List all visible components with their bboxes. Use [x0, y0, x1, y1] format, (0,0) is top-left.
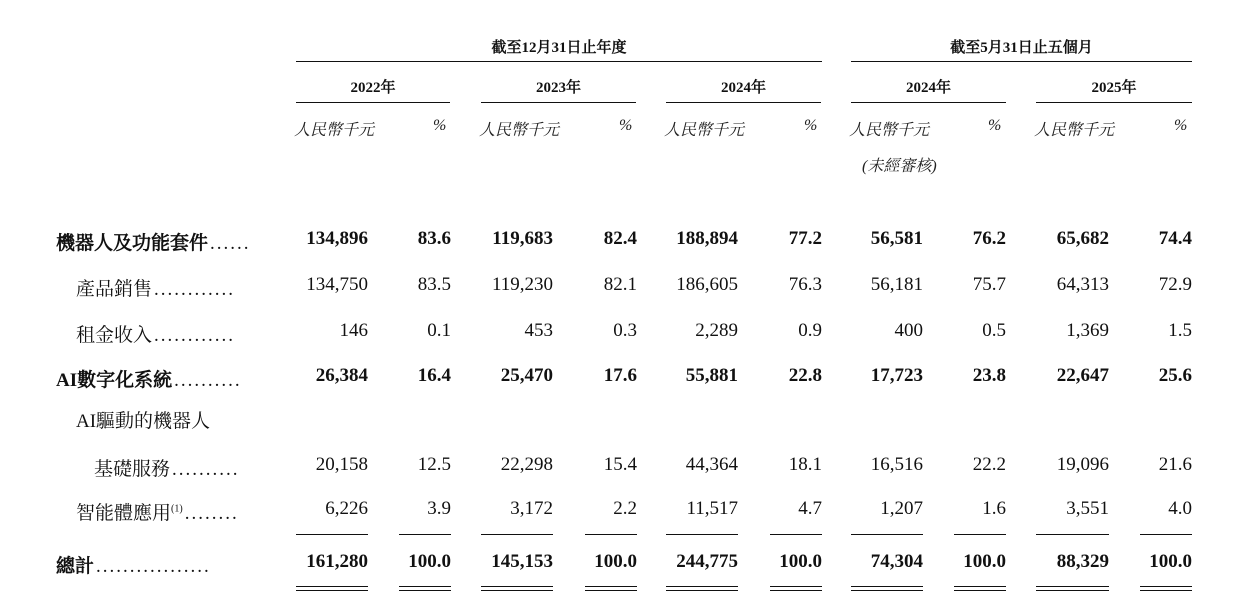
- unit-percent: %: [988, 117, 1002, 134]
- percent-cell: 2.2: [613, 498, 637, 519]
- total-double-underline: [585, 586, 637, 591]
- amount-cell: 16,516: [870, 454, 923, 475]
- leader-dots: ..........: [172, 459, 240, 480]
- percent-cell: 0.5: [982, 320, 1006, 341]
- row-label: [76, 274, 235, 301]
- amount-cell: 88,329: [1056, 551, 1109, 572]
- subtotal-underline: [666, 534, 738, 535]
- percent-cell: 0.9: [798, 320, 822, 341]
- percent-cell: 22.2: [972, 454, 1006, 475]
- percent-cell: 75.7: [972, 274, 1006, 295]
- amount-cell: 119,230: [491, 274, 553, 295]
- amount-cell: 11,517: [686, 498, 738, 519]
- percent-cell: 12.5: [417, 454, 451, 475]
- year-header-rule: [851, 102, 1006, 103]
- percent-cell: 0.3: [613, 320, 637, 341]
- unaudited-note: (未經審核): [862, 158, 937, 175]
- footnote-marker: (1): [171, 503, 183, 515]
- row-label: [76, 320, 235, 347]
- unit-percent: %: [619, 117, 633, 134]
- year-header-rule: [481, 102, 636, 103]
- amount-cell: 25,470: [500, 365, 553, 386]
- amount-cell: 6,226: [325, 498, 368, 519]
- percent-cell: 15.4: [603, 454, 637, 475]
- total-double-underline: [666, 586, 738, 591]
- total-double-underline: [481, 586, 553, 591]
- row-label: [56, 551, 211, 578]
- percent-cell: 100.0: [963, 551, 1006, 572]
- total-double-underline: [954, 586, 1006, 591]
- percent-cell: 17.6: [603, 365, 637, 386]
- row-label-text: 智能體應用: [76, 503, 172, 524]
- year-header-rule: [296, 102, 450, 103]
- amount-cell: 56,181: [870, 274, 923, 295]
- amount-cell: 17,723: [870, 365, 923, 386]
- amount-cell: 26,384: [315, 365, 368, 386]
- amount-cell: 3,551: [1066, 498, 1109, 519]
- amount-cell: 2,289: [695, 320, 738, 341]
- percent-cell: 100.0: [408, 551, 451, 572]
- row-label-text: AI驅動的機器人: [76, 411, 211, 432]
- unit-amount: 人民幣千元: [849, 122, 930, 139]
- total-double-underline: [1036, 586, 1109, 591]
- amount-cell: 56,581: [870, 228, 923, 249]
- percent-cell: 25.6: [1158, 365, 1192, 386]
- percent-cell: 1.6: [982, 498, 1006, 519]
- amount-cell: 453: [524, 320, 553, 341]
- amount-cell: 22,298: [500, 454, 553, 475]
- leader-dots: ............: [154, 279, 236, 300]
- percent-cell: 74.4: [1158, 228, 1192, 249]
- header-rule: [851, 61, 1192, 62]
- row-label-text: 總計: [56, 556, 95, 577]
- row-label: [94, 454, 240, 481]
- year-header: 2024年: [720, 80, 766, 96]
- amount-cell: 3,172: [510, 498, 553, 519]
- amount-cell: 20,158: [315, 454, 368, 475]
- subtotal-underline: [296, 534, 368, 535]
- total-double-underline: [296, 586, 368, 591]
- year-header: 2024年: [905, 80, 951, 96]
- percent-cell: 72.9: [1158, 274, 1192, 295]
- percent-cell: 100.0: [594, 551, 637, 572]
- percent-cell: 83.6: [417, 228, 451, 249]
- amount-cell: 186,605: [676, 274, 738, 295]
- row-label-text: 產品銷售: [76, 279, 153, 300]
- amount-cell: 1,369: [1066, 320, 1109, 341]
- year-header-rule: [1036, 102, 1192, 103]
- leader-dots: ......: [210, 233, 251, 254]
- unit-amount: 人民幣千元: [664, 122, 745, 139]
- year-header: 2025年: [1091, 80, 1137, 96]
- unit-amount: 人民幣千元: [294, 122, 375, 139]
- percent-cell: 83.5: [417, 274, 451, 295]
- row-label-text: 租金收入: [76, 325, 153, 346]
- amount-cell: 22,647: [1056, 365, 1109, 386]
- amount-cell: 19,096: [1056, 454, 1109, 475]
- total-double-underline: [770, 586, 822, 591]
- unit-amount: 人民幣千元: [1034, 122, 1115, 139]
- leader-dots: .................: [96, 556, 211, 577]
- amount-cell: 400: [894, 320, 923, 341]
- percent-cell: 4.0: [1168, 498, 1192, 519]
- year-header: 2023年: [535, 80, 581, 96]
- header-group-year-ended: 截至12月31日止年度: [491, 40, 627, 56]
- amount-cell: 134,896: [306, 228, 368, 249]
- row-label-text: 機器人及功能套件: [56, 233, 209, 254]
- percent-cell: 18.1: [788, 454, 822, 475]
- row-label-text: 基礎服務: [94, 459, 171, 480]
- subtotal-underline: [481, 534, 553, 535]
- total-double-underline: [1140, 586, 1192, 591]
- subtotal-underline: [851, 534, 923, 535]
- percent-cell: 76.2: [972, 228, 1006, 249]
- amount-cell: 161,280: [306, 551, 368, 572]
- subtotal-underline: [1140, 534, 1192, 535]
- header-group-five-months: 截至5月31日止五個月: [950, 40, 1093, 56]
- amount-cell: 188,894: [676, 228, 738, 249]
- unit-amount: 人民幣千元: [479, 122, 560, 139]
- percent-cell: 77.2: [788, 228, 822, 249]
- amount-cell: 44,364: [685, 454, 738, 475]
- percent-cell: 100.0: [1149, 551, 1192, 572]
- unit-percent: %: [804, 117, 818, 134]
- row-label: [56, 365, 242, 392]
- amount-cell: 65,682: [1056, 228, 1109, 249]
- leader-dots: ........: [184, 503, 239, 524]
- amount-cell: 74,304: [870, 551, 923, 572]
- amount-cell: 134,750: [306, 274, 368, 295]
- year-header-rule: [666, 102, 821, 103]
- percent-cell: 100.0: [779, 551, 822, 572]
- year-header: 2022年: [350, 80, 396, 96]
- amount-cell: 1,207: [880, 498, 923, 519]
- total-double-underline: [399, 586, 451, 591]
- percent-cell: 21.6: [1158, 454, 1192, 475]
- percent-cell: 16.4: [417, 365, 451, 386]
- percent-cell: 3.9: [427, 498, 451, 519]
- amount-cell: 55,881: [685, 365, 738, 386]
- percent-cell: 82.4: [603, 228, 637, 249]
- subtotal-underline: [585, 534, 637, 535]
- leader-dots: ............: [154, 325, 236, 346]
- amount-cell: 64,313: [1056, 274, 1109, 295]
- amount-cell: 244,775: [676, 551, 738, 572]
- header-rule: [296, 61, 822, 62]
- subtotal-underline: [1036, 534, 1109, 535]
- total-double-underline: [851, 586, 923, 591]
- percent-cell: 82.1: [603, 274, 637, 295]
- amount-cell: 146: [339, 320, 368, 341]
- percent-cell: 22.8: [788, 365, 822, 386]
- row-label: [76, 498, 239, 525]
- percent-cell: 76.3: [788, 274, 822, 295]
- row-label: [76, 406, 210, 433]
- subtotal-underline: [954, 534, 1006, 535]
- row-label-text: AI數字化系統: [56, 370, 173, 391]
- percent-cell: 0.1: [427, 320, 451, 341]
- percent-cell: 23.8: [972, 365, 1006, 386]
- subtotal-underline: [399, 534, 451, 535]
- leader-dots: ..........: [174, 370, 242, 391]
- unit-percent: %: [433, 117, 447, 134]
- unit-percent: %: [1174, 117, 1188, 134]
- subtotal-underline: [770, 534, 822, 535]
- row-label: [56, 228, 251, 255]
- percent-cell: 1.5: [1168, 320, 1192, 341]
- percent-cell: 4.7: [798, 498, 822, 519]
- amount-cell: 145,153: [491, 551, 553, 572]
- amount-cell: 119,683: [492, 228, 553, 249]
